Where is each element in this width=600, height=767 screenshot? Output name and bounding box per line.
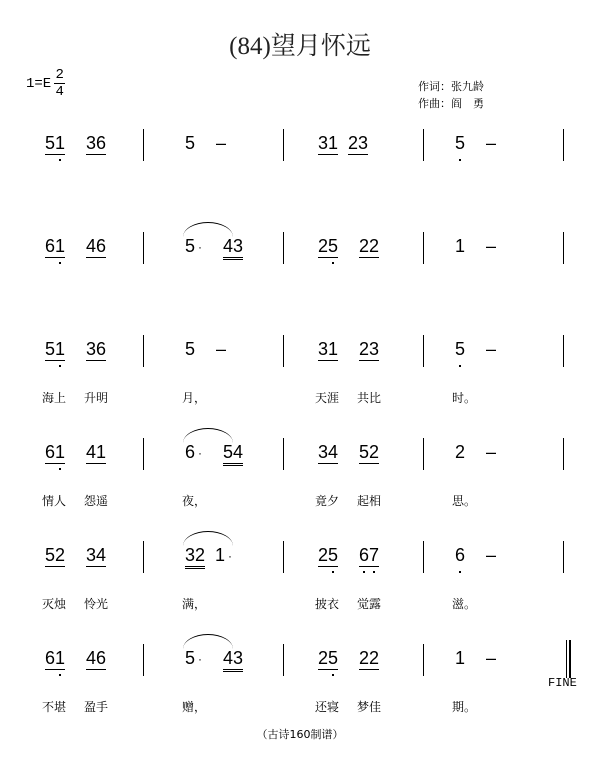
note-digits	[359, 442, 379, 464]
barline	[143, 335, 144, 367]
fine-marker: FINE	[548, 676, 577, 690]
measure	[45, 133, 127, 153]
score-row	[0, 545, 600, 611]
note-digit: 2	[359, 648, 370, 668]
barline	[283, 541, 284, 573]
note-digits	[86, 545, 106, 567]
barline	[423, 438, 424, 470]
note-digit: 5	[185, 236, 196, 256]
note-digits	[486, 236, 496, 256]
measure	[318, 339, 400, 359]
dash-extension	[486, 236, 496, 256]
score-row	[0, 339, 600, 405]
lyrics	[182, 389, 224, 406]
lyric-word: 情人	[42, 494, 67, 508]
barline	[423, 335, 424, 367]
note-digit: 1	[55, 133, 65, 153]
note	[318, 133, 338, 153]
note-digits	[455, 442, 465, 462]
note	[45, 133, 65, 153]
lyrics	[315, 492, 381, 509]
note-digit: 6	[45, 442, 56, 462]
measure	[455, 133, 517, 153]
note	[86, 236, 106, 256]
low-octave-dot	[59, 674, 61, 676]
measure	[318, 648, 400, 668]
note	[215, 545, 232, 566]
note-digit: 3	[86, 339, 97, 359]
note-digit: 3	[86, 545, 97, 565]
lyric-word: 时。	[452, 391, 477, 405]
note-digits	[86, 648, 106, 670]
note-digit: 4	[223, 236, 234, 256]
note	[45, 648, 65, 668]
note-digits	[455, 545, 465, 565]
note-digit: 2	[55, 545, 66, 565]
note-digit: 5	[328, 545, 338, 565]
barline	[283, 644, 284, 676]
measure	[455, 442, 517, 462]
note	[359, 339, 379, 359]
note	[348, 133, 368, 153]
note	[185, 545, 205, 565]
lyric-word: 不堪	[42, 700, 67, 714]
barline	[283, 438, 284, 470]
note	[318, 648, 338, 668]
lyrics	[452, 389, 494, 406]
note-digits	[455, 133, 465, 153]
score-row	[0, 648, 600, 714]
note-digits	[45, 648, 65, 670]
note-digits	[45, 339, 65, 361]
slur-arc	[183, 428, 233, 443]
lyric-word: 升明	[84, 391, 109, 405]
note-digits	[359, 545, 379, 567]
note-digits	[185, 236, 195, 256]
note-digit: 5	[328, 236, 338, 256]
final-barline	[566, 640, 571, 678]
lyrics	[42, 595, 108, 612]
note-digits	[223, 236, 243, 260]
augmentation-dot: ·	[198, 240, 203, 255]
lyric-word: 梦佳	[357, 700, 382, 714]
barline	[423, 541, 424, 573]
note	[45, 339, 65, 359]
dash-extension	[486, 545, 496, 565]
note-digits	[86, 339, 106, 361]
measure	[185, 648, 264, 669]
low-octave-dot	[459, 571, 461, 573]
lyrics	[452, 698, 494, 715]
low-octave-dot	[332, 571, 334, 573]
low-octave-dot	[459, 159, 461, 161]
note-digits	[486, 545, 496, 565]
lyric-word: 披衣	[315, 597, 340, 611]
note-digits	[215, 545, 225, 565]
note-digit: 1	[55, 442, 65, 462]
key-label: 1=E	[26, 75, 52, 92]
note-digit: 5	[359, 442, 370, 462]
note-digit: 6	[96, 648, 107, 668]
note-digits	[223, 648, 243, 672]
note-digits	[359, 648, 379, 670]
note-digit: –	[216, 133, 227, 153]
note-digit: 2	[318, 545, 329, 565]
note-digit: 6	[359, 545, 369, 565]
note-digit: 6	[96, 133, 107, 153]
lyric-word: 还寝	[315, 700, 340, 714]
low-octave-dot	[332, 262, 334, 264]
note	[223, 442, 243, 462]
note-digit: –	[486, 339, 497, 359]
note-digit: 5	[45, 545, 56, 565]
note-digits	[216, 133, 226, 153]
dash-extension	[486, 133, 496, 153]
key-signature	[26, 68, 65, 99]
note-digit: 7	[369, 545, 379, 565]
note-digit: 6	[45, 236, 56, 256]
barline	[423, 129, 424, 161]
note-digit: 5	[328, 648, 338, 668]
note	[185, 442, 202, 463]
note-digits	[318, 339, 338, 361]
note-digit: 5	[223, 442, 234, 462]
note-digit: 6	[96, 339, 107, 359]
lyrics	[452, 492, 494, 509]
note	[45, 545, 65, 565]
note	[455, 339, 465, 359]
measure	[185, 133, 247, 153]
note-digits	[359, 339, 379, 361]
note-digit: 5	[45, 133, 56, 153]
note-digit: 6	[185, 442, 196, 462]
barline	[563, 541, 564, 573]
note-digit: 3	[318, 442, 329, 462]
note	[45, 442, 65, 462]
lyrics	[315, 389, 381, 406]
note-digit: 3	[318, 133, 329, 153]
footer-note: （古诗160制谱）	[256, 728, 344, 741]
note-digit: 2	[195, 545, 206, 565]
augmentation-dot: ·	[198, 652, 203, 667]
note	[455, 545, 465, 565]
note-digits	[185, 648, 195, 668]
barline	[143, 644, 144, 676]
note-digits	[86, 442, 106, 464]
measure	[185, 339, 247, 359]
barline	[283, 232, 284, 264]
note-digits	[318, 648, 338, 670]
low-octave-dot	[59, 159, 61, 161]
lyrics	[182, 595, 224, 612]
note	[86, 545, 106, 565]
note	[223, 236, 243, 256]
note	[359, 442, 379, 462]
measure	[185, 236, 264, 257]
note	[455, 133, 465, 153]
note	[318, 339, 338, 359]
note-digit: 1	[55, 339, 65, 359]
note-digit: 5	[185, 648, 196, 668]
note-digit: 3	[185, 545, 196, 565]
note-digits	[86, 236, 106, 258]
score-row	[0, 133, 600, 185]
barline	[563, 438, 564, 470]
note-digit: 4	[86, 648, 97, 668]
note-digit: 6	[96, 236, 107, 256]
lyrics	[182, 698, 224, 715]
note	[185, 648, 202, 669]
barline	[143, 232, 144, 264]
augmentation-dot: ·	[228, 549, 233, 564]
lyric-word: 海上	[42, 391, 67, 405]
lyric-word: 夜，	[182, 494, 207, 508]
lyric-word: 满，	[182, 597, 207, 611]
dash-extension	[486, 442, 496, 462]
note-digit: 5	[455, 339, 465, 359]
measure	[318, 133, 389, 153]
measure	[455, 545, 517, 565]
measure	[455, 648, 517, 668]
score-row	[0, 442, 600, 508]
note-digits	[359, 236, 379, 258]
measure	[455, 236, 517, 256]
note-digit: 1	[328, 339, 339, 359]
note-digits	[86, 133, 106, 155]
low-octave-dot	[363, 571, 365, 573]
note	[318, 442, 338, 462]
barline	[563, 335, 564, 367]
note	[86, 339, 106, 359]
time-signature	[54, 68, 65, 99]
note-digit: 2	[455, 442, 466, 462]
measure	[45, 442, 127, 462]
lyric-word: 起相	[357, 494, 382, 508]
note	[86, 442, 106, 462]
lyrics	[42, 698, 108, 715]
note-digit: –	[486, 442, 497, 462]
note-digit: 2	[318, 648, 329, 668]
low-octave-dot	[373, 571, 375, 573]
note-digit: 6	[455, 545, 465, 565]
note	[359, 545, 379, 565]
barline	[423, 644, 424, 676]
note-digits	[45, 133, 65, 155]
note-digit: 5	[185, 133, 196, 153]
note-digits	[486, 339, 496, 359]
measure	[45, 648, 127, 668]
barline	[283, 129, 284, 161]
slur-arc	[183, 634, 233, 649]
slur-arc	[183, 531, 233, 546]
note-digit: 2	[348, 133, 359, 153]
note-digits	[318, 545, 338, 567]
time-denominator: 4	[55, 84, 64, 100]
note-digit: 3	[369, 339, 380, 359]
dash-extension	[216, 339, 226, 359]
note-digits	[216, 339, 226, 359]
note	[318, 545, 338, 565]
barline	[423, 232, 424, 264]
lyric-word: 觉露	[357, 597, 382, 611]
lyrics	[315, 698, 381, 715]
note-digit: 1	[455, 236, 466, 256]
note-digit: 1	[455, 648, 466, 668]
note-digit: –	[216, 339, 227, 359]
measure	[45, 339, 127, 359]
note-digits	[455, 339, 465, 359]
note-digit: 2	[318, 236, 329, 256]
lyrics	[42, 389, 108, 406]
note-digits	[45, 236, 65, 258]
measure	[455, 339, 517, 359]
barline	[563, 232, 564, 264]
low-octave-dot	[332, 674, 334, 676]
note-digit: 3	[318, 339, 329, 359]
note	[318, 236, 338, 256]
measure	[185, 442, 264, 463]
note-digits	[45, 545, 65, 567]
slur-arc	[183, 222, 233, 237]
note-digit: 1	[96, 442, 107, 462]
note-digit: 4	[223, 648, 234, 668]
note	[45, 236, 65, 256]
note-digit: 2	[359, 236, 370, 256]
measure	[318, 236, 400, 256]
note-digit: –	[486, 648, 497, 668]
lyric-word: 天涯	[315, 391, 340, 405]
note-digit: –	[486, 236, 497, 256]
composer: 作曲：阎 勇	[418, 97, 484, 110]
note	[86, 133, 106, 153]
note-digit: 3	[233, 648, 244, 668]
note-digits	[486, 133, 496, 153]
lyric-word: 灭烛	[42, 597, 67, 611]
note-digits	[318, 133, 338, 155]
note-digits	[318, 442, 338, 464]
note-digits	[185, 133, 195, 153]
note-digits	[455, 236, 465, 256]
measure	[45, 545, 127, 565]
note-digit: 3	[86, 133, 97, 153]
lyric-word: 月，	[182, 391, 207, 405]
note	[455, 236, 465, 256]
lyric-word: 盈手	[84, 700, 109, 714]
score-row	[0, 236, 600, 288]
note	[455, 648, 465, 668]
note-digit: –	[486, 133, 497, 153]
low-octave-dot	[459, 365, 461, 367]
lyrics	[182, 492, 224, 509]
lyric-word: 赠，	[182, 700, 207, 714]
lyric-word: 思。	[452, 494, 477, 508]
barline	[143, 438, 144, 470]
lyricist: 作词：张九龄	[418, 80, 484, 93]
note-digit: 2	[359, 339, 370, 359]
note-digits	[185, 339, 195, 359]
note	[359, 648, 379, 668]
note	[185, 133, 195, 153]
augmentation-dot: ·	[198, 446, 203, 461]
note-digit: 5	[185, 339, 196, 359]
note-digit: 4	[96, 545, 107, 565]
note-digits	[486, 442, 496, 462]
note	[185, 236, 202, 257]
note	[359, 236, 379, 256]
note-digits	[45, 442, 65, 464]
low-octave-dot	[59, 365, 61, 367]
barline	[143, 129, 144, 161]
lyrics	[42, 492, 108, 509]
measure	[185, 545, 253, 566]
lyric-word: 怜光	[84, 597, 109, 611]
low-octave-dot	[59, 262, 61, 264]
note-digits	[455, 648, 465, 668]
measure	[318, 442, 400, 462]
time-numerator: 2	[55, 67, 64, 83]
song-title: (84)望月怀远	[229, 33, 371, 60]
note	[455, 442, 465, 462]
note-digits	[185, 545, 205, 569]
note-digit: 2	[369, 648, 380, 668]
note-digits	[318, 236, 338, 258]
lyric-word: 竟夕	[315, 494, 340, 508]
barline	[143, 541, 144, 573]
measure	[318, 545, 400, 565]
note-digits	[348, 133, 368, 155]
barline	[563, 129, 564, 161]
note-digits	[486, 648, 496, 668]
note-digit: 1	[55, 648, 65, 668]
note	[185, 339, 195, 359]
note	[223, 648, 243, 668]
note-digit: 5	[45, 339, 56, 359]
note-digit: 5	[455, 133, 465, 153]
note-digit: 3	[233, 236, 244, 256]
note-digits	[185, 442, 195, 462]
dash-extension	[486, 648, 496, 668]
dash-extension	[216, 133, 226, 153]
note-digit: 4	[86, 442, 97, 462]
low-octave-dot	[59, 468, 61, 470]
note-digit: 2	[369, 236, 380, 256]
note-digits	[223, 442, 243, 466]
dash-extension	[486, 339, 496, 359]
note-digit: 1	[328, 133, 339, 153]
note-digit: 1	[55, 236, 65, 256]
note-digit: 4	[233, 442, 244, 462]
note-digit: 4	[86, 236, 97, 256]
lyric-word: 滋。	[452, 597, 477, 611]
lyric-word: 期。	[452, 700, 477, 714]
lyrics	[452, 595, 494, 612]
note-digit: 2	[369, 442, 380, 462]
lyric-word: 怨遥	[84, 494, 109, 508]
note-digit: 3	[358, 133, 369, 153]
lyrics	[315, 595, 381, 612]
note-digit: 6	[45, 648, 56, 668]
barline	[283, 335, 284, 367]
lyric-word: 共比	[357, 391, 382, 405]
measure	[45, 236, 127, 256]
note-digit: –	[486, 545, 497, 565]
credits	[418, 78, 484, 112]
note-digit: 4	[328, 442, 339, 462]
note-digit: 1	[215, 545, 226, 565]
note	[86, 648, 106, 668]
